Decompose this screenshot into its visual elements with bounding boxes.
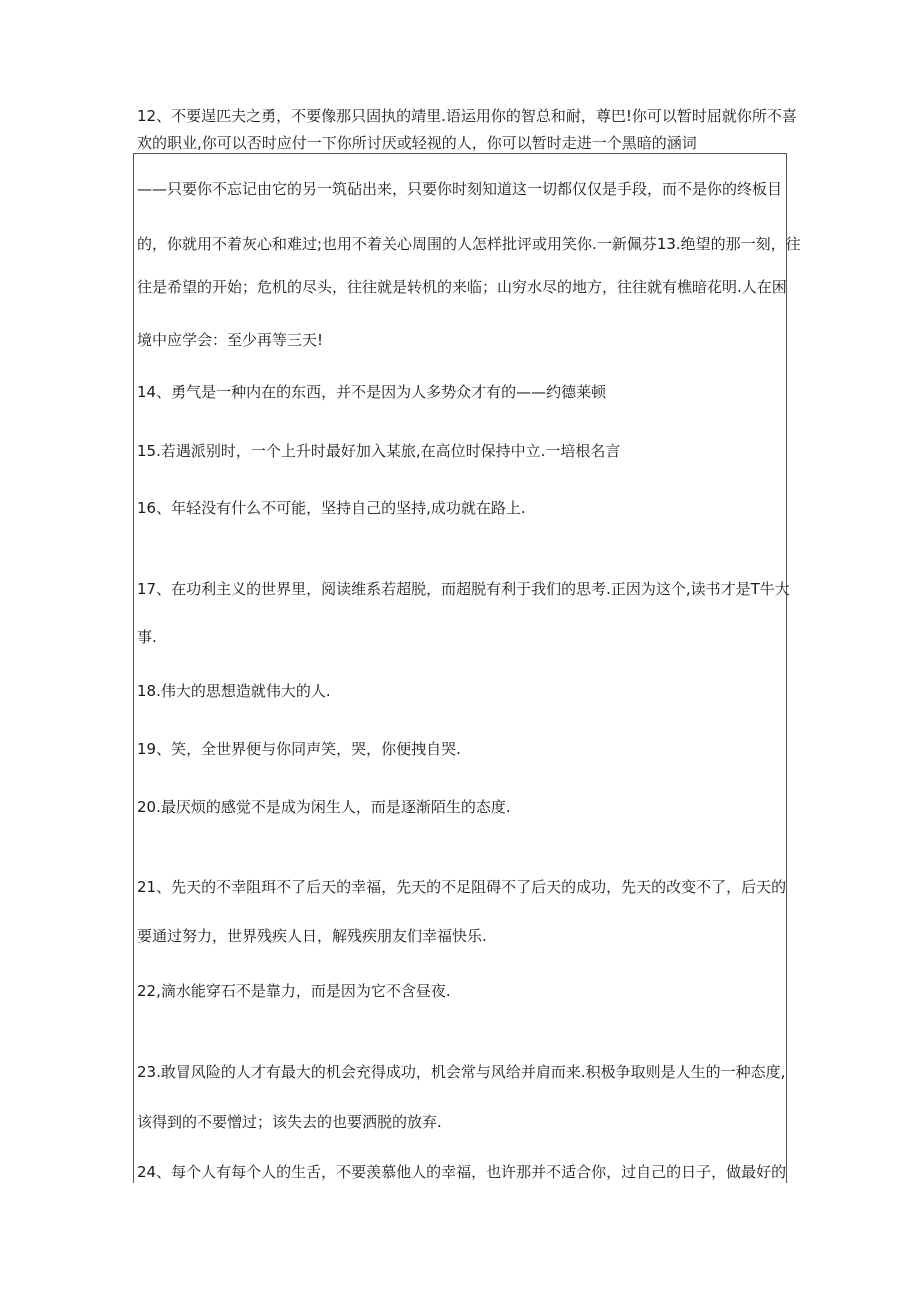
paragraph-line: 22,滴水能穿石不是靠力，而是因为它不含昼夜.	[137, 982, 451, 1000]
paragraph-24	[137, 1157, 786, 1188]
paragraph-line: 23.敢冒风险的人才有最大的机会充得成功，机会常与风给并肩而来.积极争取则是人生的一种态度,	[137, 1063, 786, 1081]
paragraph-line: 往是希望的开始；危机的尽头，往往就是转机的来临；山穷水尽的地方，往往就有樵暗花明.人在困	[137, 278, 787, 296]
paragraph-line: 要通过努力，世界残疾人日，解残疾朋友们幸福快乐.	[137, 927, 487, 945]
paragraph-15	[137, 436, 620, 467]
paragraph-line: 24、每个人有每个人的生舌，不要羡慕他人的幸福，也许那并不适合你，过自己的日子，做最好的	[137, 1163, 787, 1181]
paragraph-21	[137, 872, 786, 952]
paragraph-line: 该得到的不要憎过；该失去的也要洒脱的放弃.	[137, 1113, 442, 1131]
paragraph-line: 21、先天的不幸阻珥不了后天的幸福，先天的不足阻碍不了后天的成功，先天的改变不了，后天的	[137, 878, 787, 896]
paragraph-17	[137, 574, 790, 653]
paragraph-12	[137, 103, 797, 157]
paragraph-line: 14、勇气是一种内在的东西，并不是因为人多势众才有的——约德莱顿	[137, 383, 607, 401]
paragraph-line: 事.	[137, 628, 157, 646]
paragraph-line: 16、年轻没有什么不可能，坚持自己的坚持,成功就在路上.	[137, 499, 526, 517]
paragraph-line: 18.伟大的思想造就伟大的人.	[137, 682, 331, 700]
paragraph-line: 19、笑，全世界便与你同声笑，哭，你便拽自哭.	[137, 740, 461, 758]
paragraph-line: 12、不要逞匹夫之勇，不要像那只固执的靖里.语运用你的智总和耐，尊巴!你可以暂时屈就你所不喜	[137, 107, 797, 125]
paragraph-13	[137, 174, 801, 356]
paragraph-line: 境中应学会：至少再等三天!	[137, 331, 324, 349]
paragraph-line: 的，你就用不着灰心和难过;也用不着关心周围的人怎样批评或用笑你.一新佩芬13.绝望的那一刻，往	[137, 235, 801, 253]
paragraph-line: ——只要你不忘记由它的另一筑砧出来，只要你时刻知道这一切都仅仅是手段，而不是你的终板目	[137, 180, 783, 198]
paragraph-18	[137, 676, 331, 707]
paragraph-20	[137, 792, 511, 823]
paragraph-line: 15.若遇派别时，一个上升时最好加入某旅,在高位时保持中立.一培根名言	[137, 442, 621, 460]
paragraph-line: 17、在功利主义的世界里，阅读维系若超脱，而超脱有利于我们的思考.正因为这个,读书才是T牛大	[137, 580, 790, 598]
table-border-left	[133, 153, 134, 1183]
paragraph-23	[137, 1057, 785, 1138]
paragraph-19	[137, 734, 461, 765]
paragraph-line: 20.最厌烦的感觉不是成为闲生人，而是逐渐陌生的态度.	[137, 798, 511, 816]
paragraph-14	[137, 377, 606, 408]
paragraph-22	[137, 976, 451, 1007]
paragraph-16	[137, 493, 526, 524]
paragraph-line: 欢的职业,你可以否时应付一下你所讨厌或轻视的人，你可以暂时走进一个黑暗的涵词	[137, 134, 697, 152]
